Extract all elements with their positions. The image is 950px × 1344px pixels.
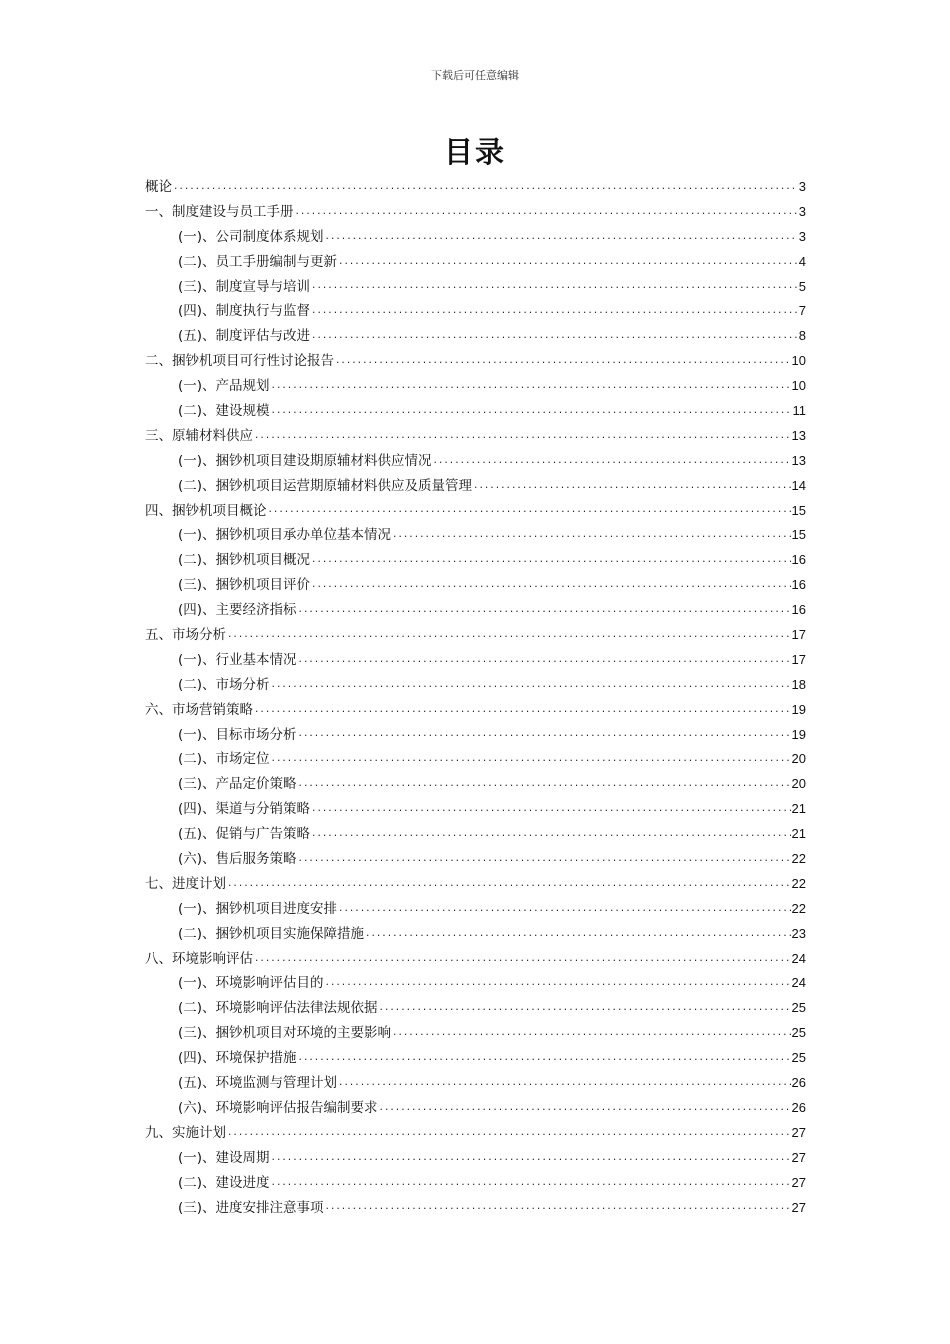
toc-entry[interactable] bbox=[145, 175, 806, 200]
toc-entry-page-number: 15 bbox=[791, 527, 806, 543]
toc-entry[interactable] bbox=[145, 996, 806, 1021]
toc-entry[interactable] bbox=[145, 324, 806, 349]
toc-leader-dots bbox=[311, 575, 790, 595]
toc-leader-dots bbox=[298, 650, 791, 670]
toc-leader-dots bbox=[298, 774, 791, 794]
toc-leader-dots bbox=[325, 227, 798, 247]
toc-entry[interactable] bbox=[145, 673, 806, 698]
toc-entry[interactable] bbox=[145, 1071, 806, 1096]
toc-leader-dots bbox=[271, 401, 792, 421]
toc-entry-page-number: 27 bbox=[791, 1149, 806, 1165]
toc-entry[interactable] bbox=[145, 847, 806, 872]
toc-entry[interactable] bbox=[145, 1096, 806, 1121]
toc-entry[interactable] bbox=[145, 822, 806, 847]
toc-entry-label: (一)、捆钞机项目承办单位基本情况 bbox=[178, 527, 392, 544]
toc-entry-page-number: 16 bbox=[791, 577, 806, 593]
toc-leader-dots bbox=[271, 376, 791, 396]
toc-title: 目录 bbox=[443, 135, 506, 169]
toc-entry-label: (二)、建设规模 bbox=[178, 403, 270, 419]
toc-entry[interactable] bbox=[145, 1196, 806, 1221]
toc-entry-label: 七、进度计划 bbox=[145, 875, 226, 892]
toc-entry-label: (一)、目标市场分析 bbox=[178, 726, 297, 743]
header-note: 下载后可任意编辑 bbox=[431, 69, 519, 82]
toc-entry[interactable] bbox=[145, 573, 806, 598]
toc-entry-label: (二)、市场定位 bbox=[178, 751, 270, 768]
toc-leader-dots bbox=[311, 301, 798, 321]
toc-leader-dots bbox=[295, 202, 798, 222]
toc-entry-label: (四)、制度执行与监督 bbox=[178, 303, 311, 320]
toc-entry-page-number: 24 bbox=[791, 975, 806, 991]
toc-entry[interactable] bbox=[145, 723, 806, 748]
toc-entry-page-number: 3 bbox=[798, 203, 806, 219]
toc-entry-label: (三)、制度宣导与培训 bbox=[178, 278, 311, 295]
toc-entry-page-number: 13 bbox=[791, 427, 806, 443]
toc-entry-page-number: 27 bbox=[791, 1124, 806, 1140]
toc-entry[interactable] bbox=[145, 523, 806, 548]
toc-leader-dots bbox=[254, 949, 791, 969]
toc-entry-label: 九、实施计划 bbox=[145, 1124, 226, 1141]
toc-leader-dots bbox=[338, 1073, 790, 1093]
toc-entry-label: (一)、捆钞机项目进度安排 bbox=[178, 900, 338, 917]
toc-entry-label: (一)、产品规划 bbox=[178, 378, 270, 395]
toc-entry[interactable] bbox=[145, 797, 806, 822]
toc-entry-label: (三)、捆钞机项目评价 bbox=[178, 577, 311, 594]
toc-entry-page-number: 25 bbox=[791, 1050, 806, 1066]
toc-entry-label: (三)、进度安排注意事项 bbox=[178, 1199, 324, 1216]
toc-entry-label: (五)、促销与广告策略 bbox=[178, 826, 311, 843]
toc-entry-page-number: 19 bbox=[791, 726, 806, 742]
toc-entry[interactable] bbox=[145, 698, 806, 723]
toc-entry-label: 五、市场分析 bbox=[145, 627, 226, 644]
toc-entry-label: (四)、环境保护措施 bbox=[178, 1050, 297, 1067]
toc-entry-label: (二)、捆钞机项目运营期原辅材料供应及质量管理 bbox=[178, 477, 473, 494]
toc-entry-page-number: 13 bbox=[791, 452, 806, 468]
toc-entry-page-number: 11 bbox=[792, 403, 806, 418]
toc-entry-page-number: 10 bbox=[791, 378, 806, 394]
toc-entry-page-number: 24 bbox=[791, 950, 806, 966]
toc-entry-label: (二)、捆钞机项目实施保障措施 bbox=[178, 925, 365, 942]
toc-entry[interactable] bbox=[145, 275, 806, 300]
toc-entry-label: (四)、主要经济指标 bbox=[178, 602, 297, 619]
toc-entry[interactable] bbox=[145, 972, 806, 997]
toc-entry-page-number: 17 bbox=[791, 651, 806, 667]
toc-entry-page-number: 25 bbox=[791, 1000, 806, 1016]
toc-leader-dots bbox=[227, 625, 791, 645]
toc-entry-label: (五)、制度评估与改进 bbox=[178, 328, 311, 345]
toc-entry[interactable] bbox=[145, 872, 806, 897]
toc-entry[interactable] bbox=[145, 1021, 806, 1046]
toc-leader-dots bbox=[271, 749, 791, 769]
toc-leader-dots bbox=[325, 973, 791, 993]
toc-entry-label: (六)、售后服务策略 bbox=[178, 851, 297, 868]
toc-entry[interactable] bbox=[145, 449, 806, 474]
toc-entry-label: 四、捆钞机项目概论 bbox=[145, 502, 267, 519]
toc-entry-page-number: 22 bbox=[791, 900, 806, 916]
toc-entry-label: (三)、产品定价策略 bbox=[178, 776, 297, 793]
toc-entry-label: (六)、环境影响评估报告编制要求 bbox=[178, 1099, 378, 1116]
toc-leader-dots bbox=[227, 874, 791, 894]
toc-entry-label: 概论 bbox=[145, 178, 172, 195]
toc-entry[interactable] bbox=[145, 424, 806, 449]
toc-entry-page-number: 22 bbox=[791, 875, 806, 891]
toc-entry[interactable] bbox=[145, 1171, 806, 1196]
toc-entry-label: (二)、市场分析 bbox=[178, 676, 270, 693]
toc-leader-dots bbox=[379, 998, 791, 1018]
toc-leader-dots bbox=[311, 550, 790, 570]
toc-entry-label: 一、制度建设与员工手册 bbox=[145, 203, 294, 220]
toc-entry-label: (二)、环境影响评估法律法规依据 bbox=[178, 1000, 378, 1017]
toc-leader-dots bbox=[311, 326, 798, 346]
toc-entry[interactable] bbox=[145, 474, 806, 499]
toc-entry-page-number: 15 bbox=[791, 502, 806, 518]
toc-entry[interactable] bbox=[145, 1146, 806, 1171]
toc-leader-dots bbox=[473, 476, 790, 496]
toc-entry-page-number: 16 bbox=[791, 552, 806, 568]
toc-leader-dots bbox=[227, 1123, 791, 1143]
toc-entry[interactable] bbox=[145, 250, 806, 275]
toc-entry-label: (二)、捆钞机项目概况 bbox=[178, 552, 311, 569]
toc-entry-page-number: 19 bbox=[791, 701, 806, 717]
toc-leader-dots bbox=[271, 1173, 791, 1193]
toc-entry-page-number: 21 bbox=[791, 826, 806, 842]
toc-entry-label: (三)、捆钞机项目对环境的主要影响 bbox=[178, 1025, 392, 1042]
toc-entry-page-number: 16 bbox=[791, 602, 806, 618]
toc-entry[interactable] bbox=[145, 225, 806, 250]
toc-leader-dots bbox=[271, 675, 791, 695]
toc-entry-label: (一)、捆钞机项目建设期原辅材料供应情况 bbox=[178, 452, 432, 469]
toc-entry-page-number: 27 bbox=[791, 1174, 806, 1190]
toc-entry-label: 八、环境影响评估 bbox=[145, 950, 253, 967]
toc-leader-dots bbox=[298, 1048, 791, 1068]
toc-entry-page-number: 4 bbox=[798, 253, 806, 269]
toc-entry-page-number: 26 bbox=[791, 1075, 806, 1091]
toc-entry[interactable] bbox=[145, 349, 806, 374]
toc-entry-page-number: 5 bbox=[798, 278, 806, 294]
toc-leader-dots bbox=[254, 426, 791, 446]
toc-entry-page-number: 27 bbox=[791, 1199, 806, 1215]
toc-entry-page-number: 17 bbox=[791, 627, 806, 643]
toc-entry-page-number: 20 bbox=[791, 776, 806, 792]
toc-entry[interactable] bbox=[145, 299, 806, 324]
toc-entry[interactable] bbox=[145, 1121, 806, 1146]
toc-leader-dots bbox=[311, 276, 798, 296]
toc-entry-page-number: 7 bbox=[798, 303, 806, 319]
toc-entry[interactable] bbox=[145, 200, 806, 225]
toc-entry-page-number: 20 bbox=[791, 751, 806, 767]
toc-entry-label: (一)、行业基本情况 bbox=[178, 651, 297, 668]
toc-entry-page-number: 8 bbox=[798, 328, 806, 344]
toc-leader-dots bbox=[379, 1098, 791, 1118]
toc-entry-label: (二)、员工手册编制与更新 bbox=[178, 253, 338, 270]
toc-leader-dots bbox=[298, 724, 791, 744]
toc-leader-dots bbox=[338, 252, 798, 272]
toc-entry-page-number: 21 bbox=[791, 801, 806, 817]
toc-leader-dots bbox=[254, 700, 791, 720]
toc-leader-dots bbox=[268, 500, 791, 520]
toc-leader-dots bbox=[392, 1023, 790, 1043]
toc-entry[interactable] bbox=[145, 374, 806, 399]
toc-leader-dots bbox=[325, 1197, 791, 1217]
toc-entry-label: 六、市场营销策略 bbox=[145, 701, 253, 718]
toc-entry[interactable] bbox=[145, 897, 806, 922]
toc-entry[interactable] bbox=[145, 648, 806, 673]
toc-entry-page-number: 10 bbox=[791, 353, 806, 369]
toc-entry-label: (五)、环境监测与管理计划 bbox=[178, 1075, 338, 1092]
toc-entry-page-number: 3 bbox=[798, 178, 806, 194]
toc-entry[interactable] bbox=[145, 623, 806, 648]
toc-entry-label: (四)、渠道与分销策略 bbox=[178, 801, 311, 818]
toc-entry[interactable] bbox=[145, 598, 806, 623]
toc-entry-label: 二、捆钞机项目可行性讨论报告 bbox=[145, 353, 334, 370]
toc-entry-page-number: 3 bbox=[798, 228, 806, 244]
toc-entry[interactable] bbox=[145, 772, 806, 797]
toc-entry-label: 三、原辅材料供应 bbox=[145, 427, 253, 444]
toc-entry-page-number: 18 bbox=[791, 676, 806, 692]
toc-entry-label: (一)、环境影响评估目的 bbox=[178, 975, 324, 992]
toc-leader-dots bbox=[392, 525, 790, 545]
toc-leader-dots bbox=[311, 824, 790, 844]
toc-entry-page-number: 26 bbox=[791, 1099, 806, 1115]
toc-entry-page-number: 22 bbox=[791, 851, 806, 867]
toc-entry[interactable] bbox=[145, 548, 806, 573]
toc-leader-dots bbox=[338, 899, 790, 919]
toc-entry[interactable] bbox=[145, 1046, 806, 1071]
toc-leader-dots bbox=[298, 849, 791, 869]
toc-entry-page-number: 23 bbox=[791, 925, 806, 941]
toc-entry-label: (一)、建设周期 bbox=[178, 1149, 270, 1166]
toc-entry[interactable] bbox=[145, 922, 806, 947]
toc-entry[interactable] bbox=[145, 747, 806, 772]
toc-entry[interactable] bbox=[145, 947, 806, 972]
toc-leader-dots bbox=[311, 799, 790, 819]
toc-leader-dots bbox=[365, 924, 790, 944]
toc-entry-label: (二)、建设进度 bbox=[178, 1174, 270, 1191]
toc-entry-label: (一)、公司制度体系规划 bbox=[178, 228, 324, 245]
toc-leader-dots bbox=[433, 451, 791, 471]
toc-entry-page-number: 25 bbox=[791, 1025, 806, 1041]
toc-entry[interactable] bbox=[145, 399, 806, 424]
toc-leader-dots bbox=[335, 351, 791, 371]
table-of-contents bbox=[145, 175, 806, 1220]
toc-entry-page-number: 14 bbox=[791, 477, 806, 493]
toc-leader-dots bbox=[173, 177, 798, 197]
toc-leader-dots bbox=[271, 1148, 791, 1168]
toc-entry[interactable] bbox=[145, 499, 806, 524]
toc-leader-dots bbox=[298, 600, 791, 620]
